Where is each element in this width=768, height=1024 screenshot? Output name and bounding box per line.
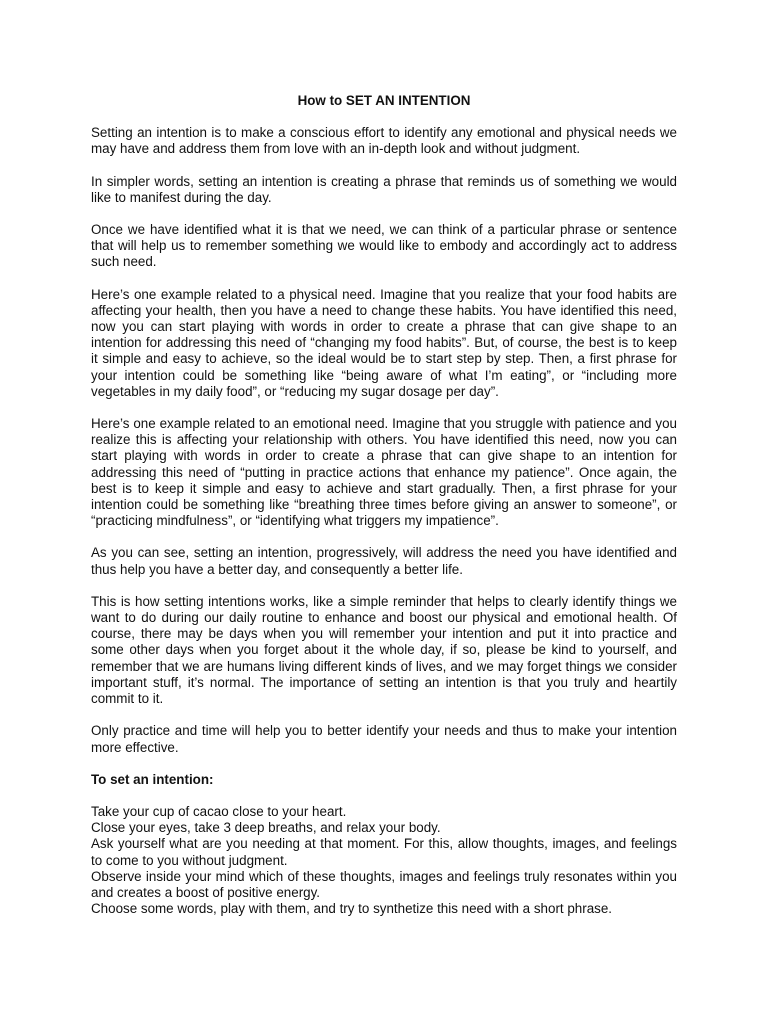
document-title: How to SET AN INTENTION [297,93,471,108]
steps-list [91,804,677,917]
document-body [91,93,677,917]
paragraph-definition: Setting an intention is to make a conscious effort to identify any emotional and physical needs we may have and address them from love with an in-depth look and without judgment. [91,125,677,157]
step-item: Take your cup of cacao close to your heart. [91,803,347,819]
step-item: Observe inside your mind which of these thoughts, images and feelings truly resonates within you and creates a boost of positive energy. [91,868,677,900]
paragraph-practice: Only practice and time will help you to better identify your needs and thus to make your intention more effective. [91,723,677,755]
paragraph-simpler-words: In simpler words, setting an intention is creating a phrase that reminds us of something we would like to manifest during the day. [91,173,677,205]
paragraph-how-it-works: This is how setting intentions works, like a simple reminder that helps to clearly identify things we want to do during our daily routine to enhance and boost our physical and emotional health. Of course, there may be days when you will remember your intention and put it into practice and some other days when you forget about it the whole day, if so, please be kind to yourself, and remember that we are humans living different kinds of lives, and we may forget things we consider important stuff, it’s normal. The importance of setting an intention is that you truly and heartily commit to it. [91,593,677,707]
step-item: Choose some words, play with them, and try to synthetize this need with a short phrase. [91,901,613,917]
paragraph-identify-need: Once we have identified what it is that we need, we can think of a particular phrase or sentence that will help us to remember something we would like to embody and accordingly act to address such need. [91,222,677,270]
paragraph-emotional-example: Here’s one example related to an emotional need. Imagine that you struggle with patience and you realize this is affecting your relationship with others. You have identified this need, now you can start playing with words in order to create a phrase that can give shape to an intention for addressing this need of “putting in practice actions that enhance my patience”. Once again, the best is to keep it simple and easy to achieve and start gradually. Then, a first phrase for your intention could be something like “breathing three times before giving an answer to someone”, or “practicing mindfulness”, or “identifying what triggers my impatience”. [91,416,677,529]
paragraph-progress: As you can see, setting an intention, progressively, will address the need you have identified and thus help you have a better day, and consequently a better life. [91,545,677,577]
paragraph-physical-example: Here’s one example related to a physical need. Imagine that you realize that your food habits are affecting your health, then you have a need to change these habits. You have identified this need, now you can start playing with words in order to create a phrase that can give shape to an intention for addressing this need of “changing my food habits”. But, of course, the best is to keep it simple and easy to achieve, so the ideal would be to start step by step. Then, a first phrase for your intention could be something like “being aware of what I’m eating”, or “including more vegetables in my daily food”, or “reducing my sugar dosage per day”. [91,286,677,399]
step-item: Close your eyes, take 3 deep breaths, and relax your body. [91,820,441,836]
steps-heading: To set an intention: [91,771,214,787]
step-item: Ask yourself what are you needing at that moment. For this, allow thoughts, images, and feelings to come to you without judgment. [91,836,677,868]
